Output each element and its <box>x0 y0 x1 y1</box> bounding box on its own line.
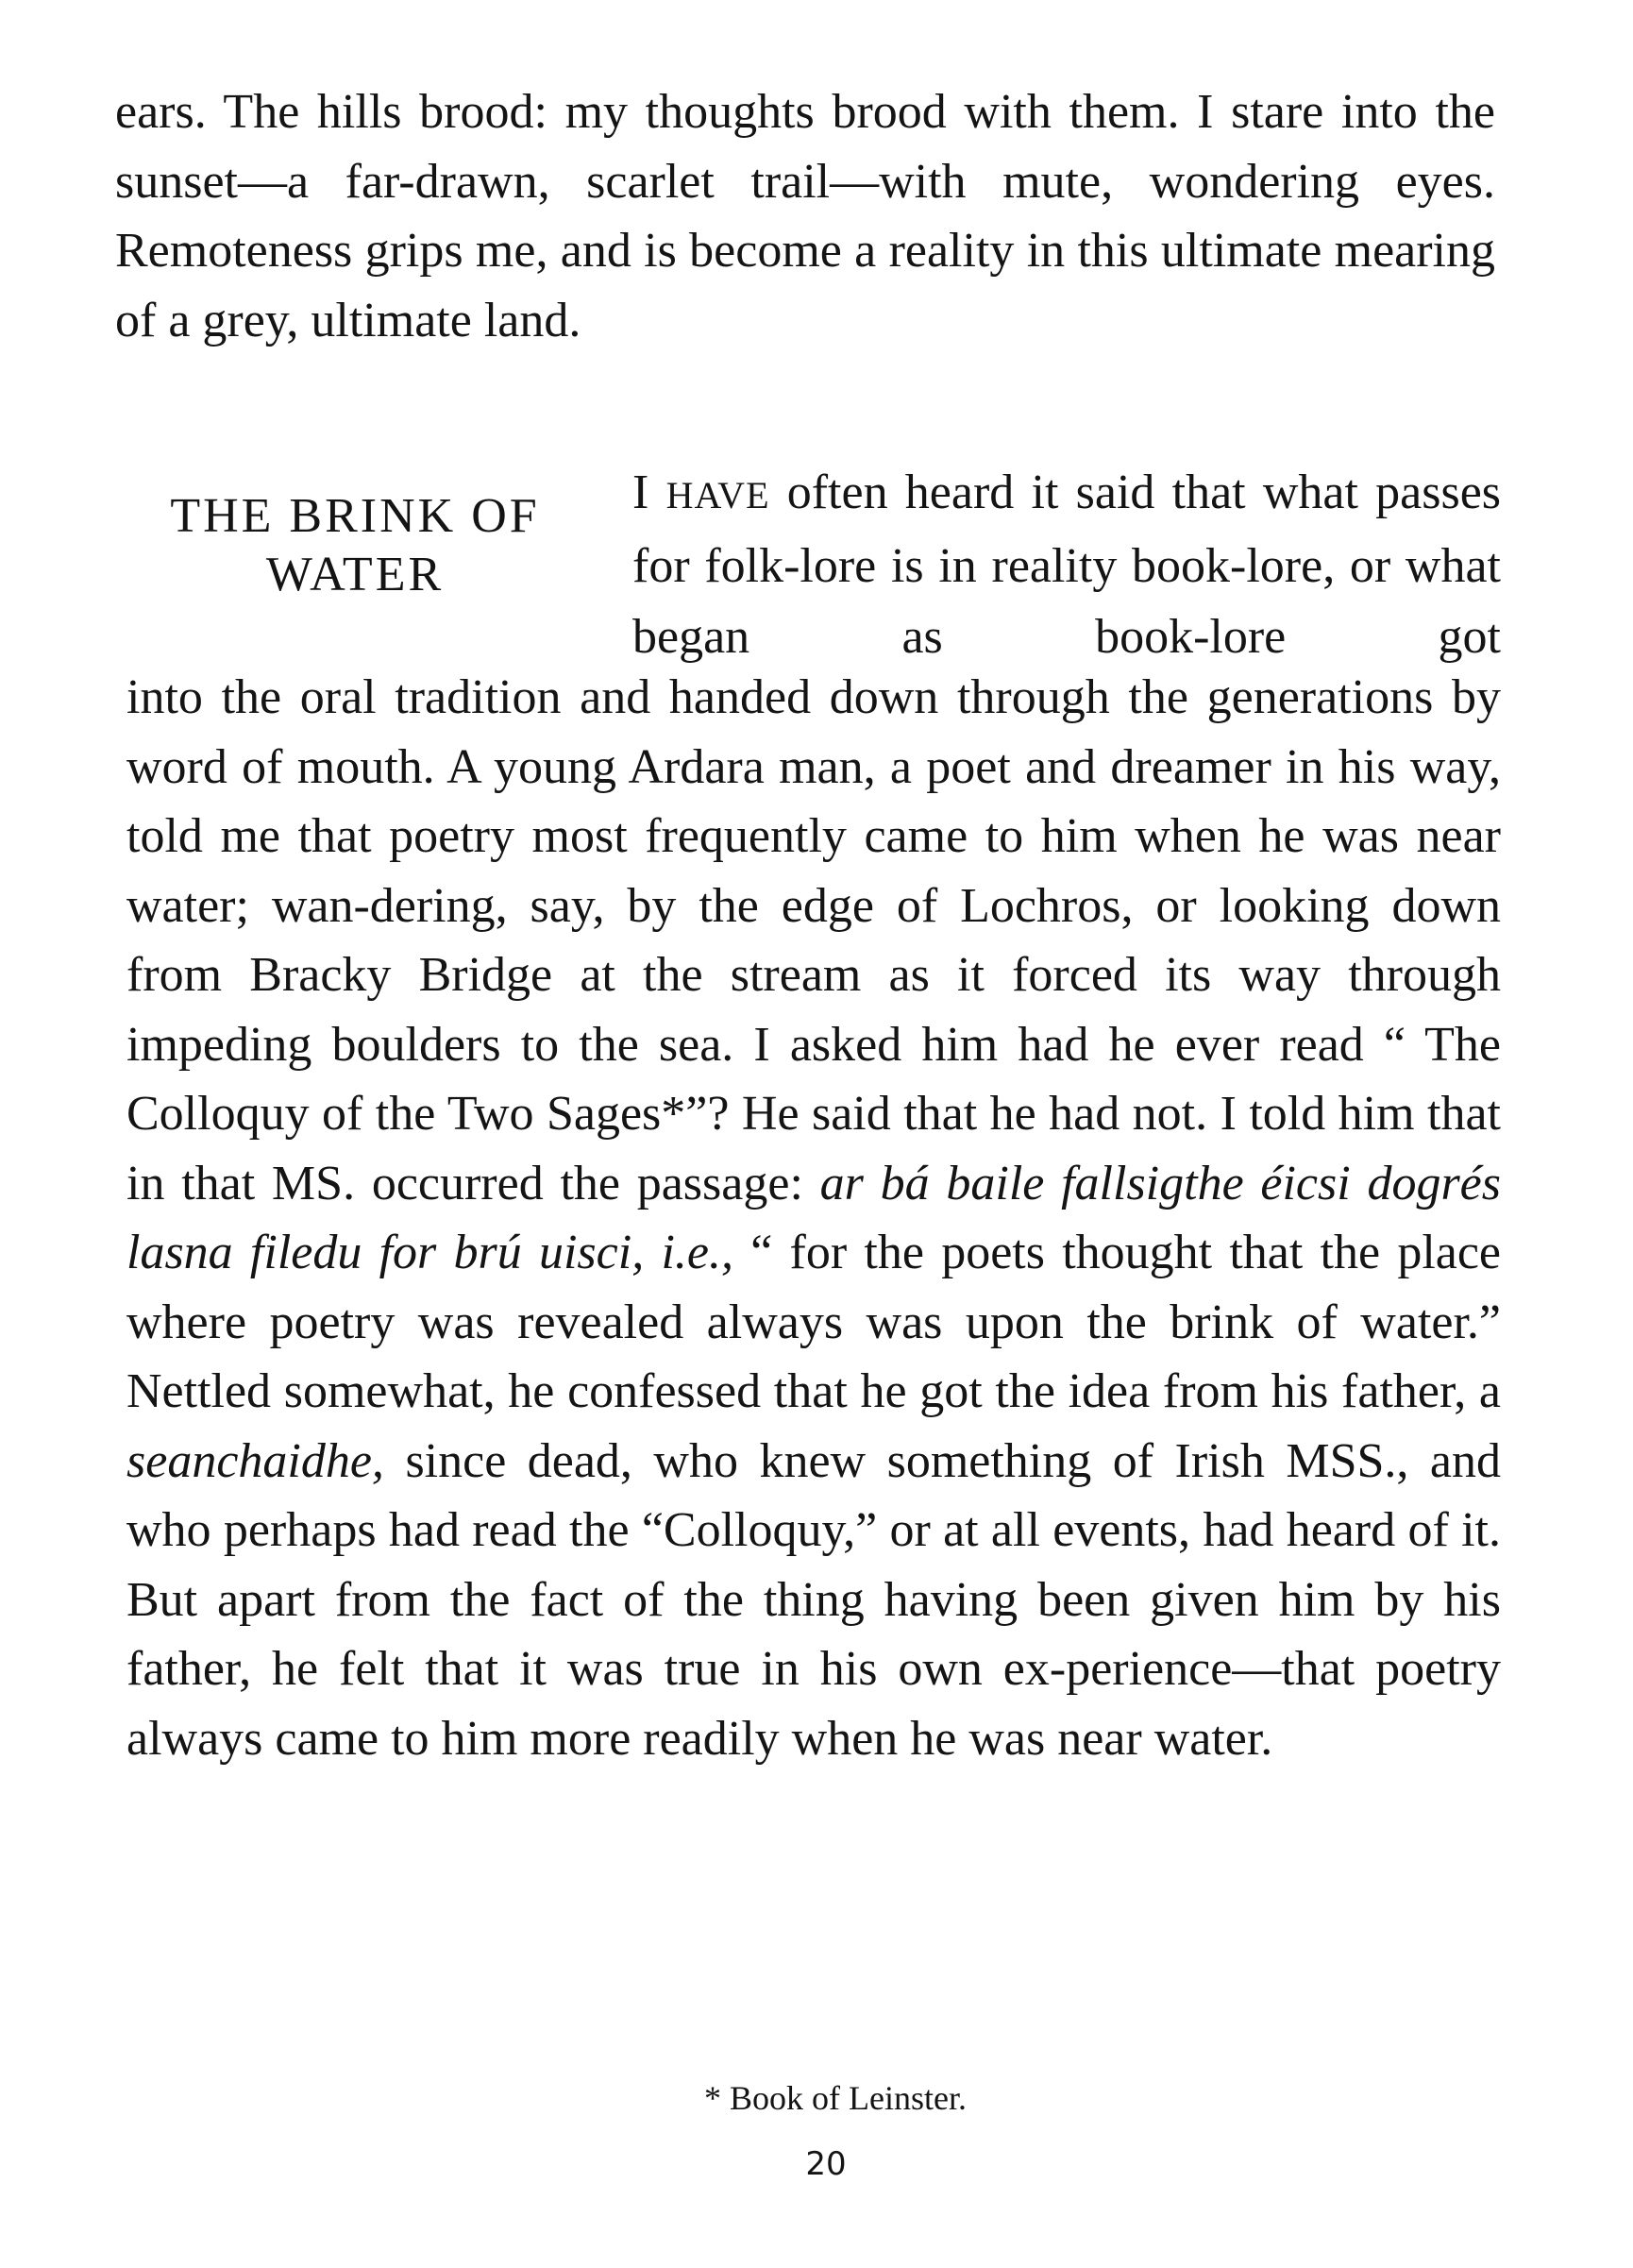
section-heading-line-1: THE BRINK OF <box>170 489 540 543</box>
intro-text: often heard it said that what passes for folk-lore is in reality book-lore, or what began as book-lore got <box>632 465 1502 664</box>
body-text-3: since dead, who knew something of Irish MSS., and who perhaps had read the “Colloquy,” or at all events, had heard of it. But apart from the fact of the thing having been given him by his father, he felt that it was true in his own ex-perience—that poetry always came to him more readily when he was near water. <box>126 1433 1502 1766</box>
body-paragraph <box>126 663 1501 1773</box>
body-text-1: into the oral tradition and handed down through the generations by word of mouth. A young Ardara man, a poet and dreamer in his way, told me that poetry most frequently came to him when he was near water; wan-dering, say, by the edge of Lochros, or looking down from Bracky Bridge at the stream as it forced its way through impeding boulders to the sea. I asked him had he ever read “ The Colloquy of the Two Sages*”? He said that he had not. I told him that in that MS. occurred the passage: <box>126 670 1501 1210</box>
intro-small-caps: HAVE <box>665 474 770 516</box>
body-text-2: “ for the poets thought that the place where poetry was revealed always was upon the brink of water.” Nettled somewhat, he confessed that he got the idea from his father, a <box>126 1226 1502 1418</box>
ie-abbreviation: i.e., <box>661 1226 733 1279</box>
section-heading-line-2: WATER <box>265 548 445 601</box>
section-heading <box>119 487 591 604</box>
page-number: 20 <box>805 2145 847 2183</box>
section-intro <box>632 457 1501 672</box>
irish-quote: ar bá baile fallsigthe éicsi dogrés lasna filedu for brú uisci, <box>126 1156 1501 1279</box>
seanchaidhe-term: seanchaidhe, <box>126 1433 384 1488</box>
opening-paragraph: ears. The hills brood: my thoughts brood with them. I stare into the sunset—a far-drawn, scarlet trail—with mute, wondering eyes. Remoteness grips me, and is become a reality in this ultimate mearing of a grey, ultimate land. <box>115 85 1495 347</box>
footnote: * Book of Leinster. <box>704 2079 967 2117</box>
intro-initial: I <box>632 465 649 519</box>
